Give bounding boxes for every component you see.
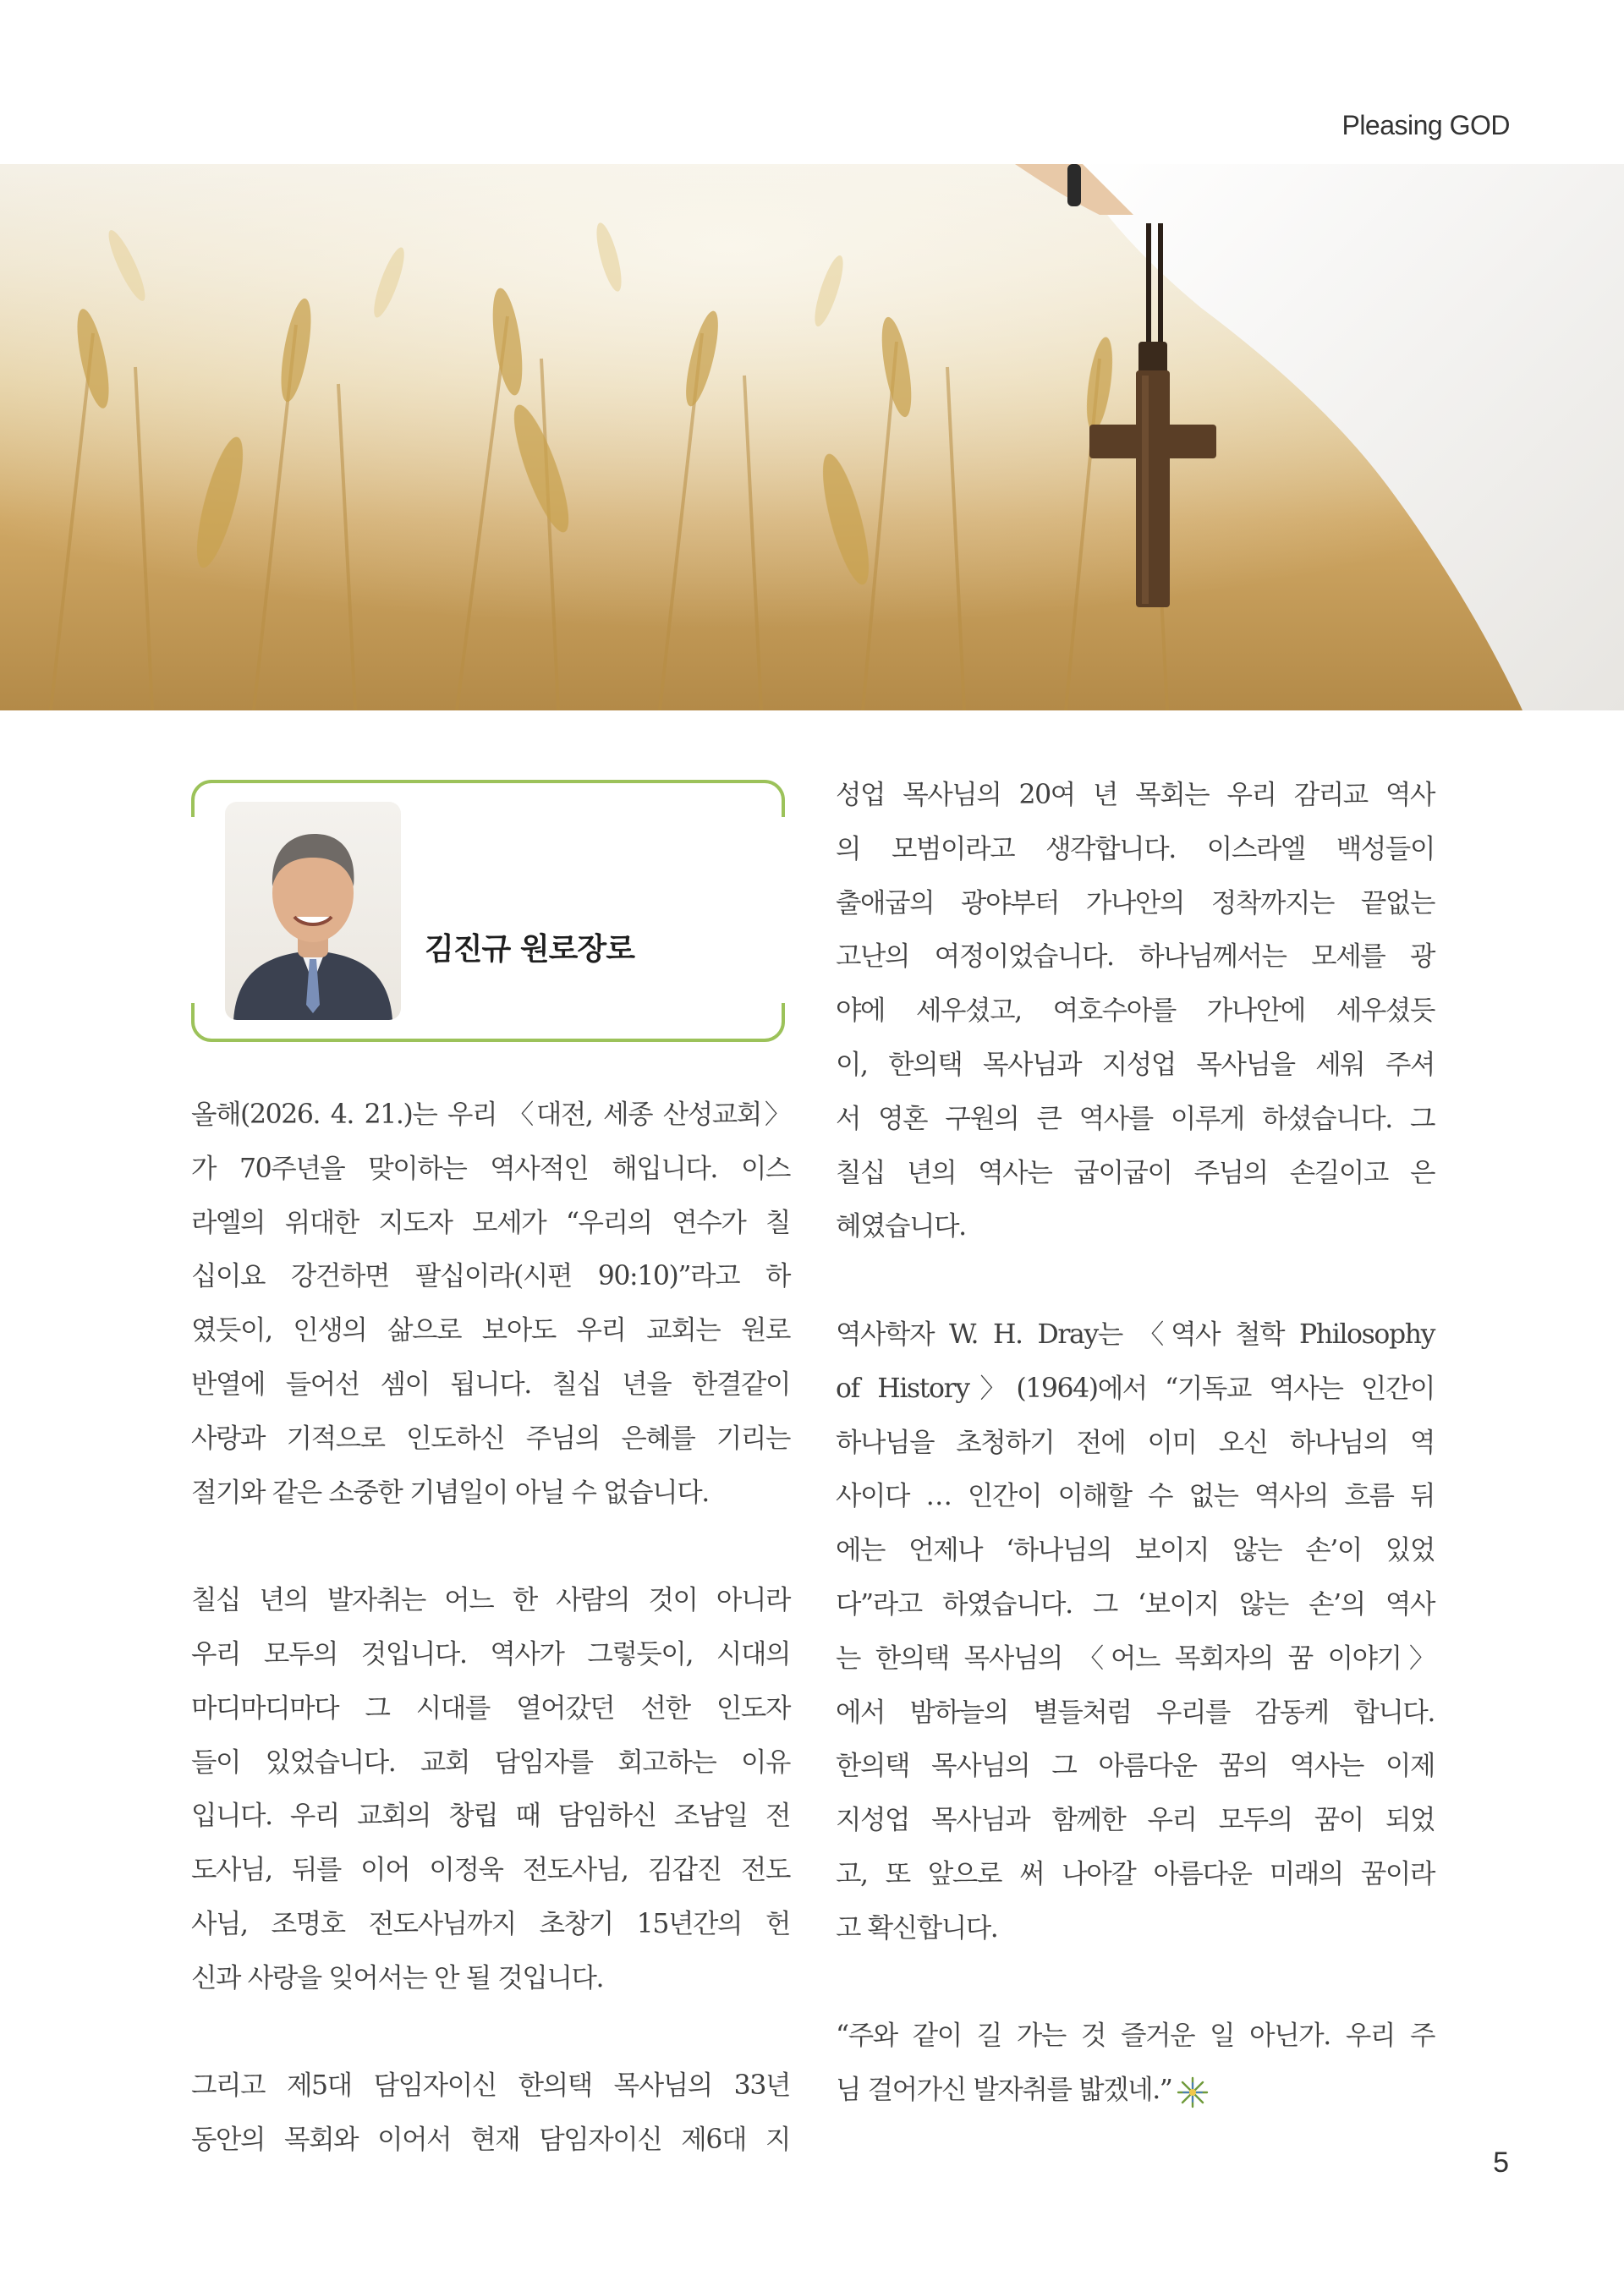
paragraph-line: 에서 밤하늘의 별들처럼 우리를 감동케 합니다.: [836, 1697, 1435, 1728]
paragraph-line: 절기와 같은 소중한 기념일이 아닐 수 없습니다.: [191, 1477, 709, 1508]
paragraph-line: 는 한의택 목사님의 〈어느 목회자의 꿈 이야기〉: [836, 1642, 1435, 1674]
paragraph-line: of History〉(1964)에서 “기독교 역사는 인간이: [836, 1373, 1435, 1404]
paragraph-line: 올해(2026. 4. 21.)는 우리 〈대전, 세종 산성교회〉: [191, 1099, 790, 1130]
paragraph-line: 신과 사랑을 잊어서는 안 될 것입니다.: [191, 1962, 604, 1993]
paragraph-line: 다”라고 하였습니다. 그 ‘보이지 않는 손’의 역사: [836, 1588, 1435, 1620]
paragraph-line: 우리 모두의 것입니다. 역사가 그렇듯이, 시대의: [191, 1638, 790, 1670]
author-photo: [225, 802, 401, 1020]
author-name: 김진규 원로장로: [425, 932, 634, 967]
paragraph-line: 고난의 여정이었습니다. 하나님께서는 모세를 광: [836, 941, 1435, 973]
paragraph-line: 칠십 년의 발자취는 어느 한 사람의 것이 아니라: [191, 1585, 790, 1616]
paragraph-line: 반열에 들어선 셈이 됩니다. 칠십 년을 한결같이: [191, 1368, 790, 1400]
running-title: Pleasing GOD: [1341, 110, 1510, 140]
author-box: [191, 780, 785, 1042]
paragraph-line: 동안의 목회와 이어서 현재 담임자이신 제6대 지: [191, 2125, 790, 2156]
paragraph-line: 였듯이, 인생의 삶으로 보아도 우리 교회는 원로: [191, 1315, 790, 1346]
right-column: [836, 769, 1435, 2118]
paragraph-line: 사랑과 기적으로 인도하신 주님의 은혜를 기리는: [191, 1423, 790, 1454]
paragraph-line: 한의택 목사님의 그 아름다운 꿈의 역사는 이제: [836, 1751, 1435, 1782]
paragraph-line: 라엘의 위대한 지도자 모세가 “우리의 연수가 칠: [191, 1207, 790, 1238]
paragraph-line: 사이다 … 인간이 이해할 수 없는 역사의 흐름 뒤: [836, 1481, 1435, 1512]
paragraph-line: 이, 한의택 목사님과 지성업 목사님을 세워 주셔: [836, 1049, 1435, 1080]
paragraph-line: 입니다. 우리 교회의 창립 때 담임하신 조남일 전: [191, 1801, 790, 1832]
author-portrait: [225, 802, 401, 1020]
hero-image: [0, 164, 1624, 710]
paragraph-line: 들이 있었습니다. 교회 담임자를 회고하는 이유: [191, 1746, 790, 1778]
page-number: 5: [1493, 2147, 1509, 2179]
paragraph-line: 지성업 목사님과 함께한 우리 모두의 꿈이 되었: [836, 1805, 1435, 1836]
paragraph-line: 십이요 강건하면 팔십이라(시편 90:10)”라고 하: [191, 1261, 790, 1292]
paragraph-line: 그리고 제5대 담임자이신 한의택 목사님의 33년: [191, 2070, 790, 2102]
paragraph-line: 칠십 년의 역사는 굽이굽이 주님의 손길이고 은: [836, 1157, 1435, 1188]
paragraph-line: 마디마디마다 그 시대를 열어갔던 선한 인도자: [191, 1692, 790, 1724]
paragraph-line: 고, 또 앞으로 써 나아갈 아름다운 미래의 꿈이라: [836, 1858, 1435, 1889]
closing-quote: 님 걸어가신 발자취를 밟겠네.”: [836, 2075, 1172, 2106]
paragraph-line: “주와 같이 길 가는 것 즐거운 일 아닌가. 우리 주: [836, 2021, 1435, 2052]
paragraph-line: 혜였습니다.: [836, 1211, 966, 1242]
left-column: [191, 1088, 790, 2168]
paragraph-line: 야에 세우셨고, 여호수아를 가나안에 세우셨듯: [836, 995, 1435, 1027]
paragraph-line: 에는 언제나 ‘하나님의 보이지 않는 손’이 있었: [836, 1535, 1435, 1566]
paragraph-line: 사님, 조명호 전도사님까지 초창기 15년간의 헌: [191, 1908, 790, 1939]
paragraph-line: 출애굽의 광야부터 가나안의 정착까지는 끝없는: [836, 887, 1435, 918]
paragraph-line: 고 확신합니다.: [836, 1912, 998, 1944]
paragraph-line: 성업 목사님의 20여 년 목회는 우리 감리교 역사: [836, 780, 1435, 810]
end-ornament-icon: [1176, 2075, 1210, 2108]
paragraph-line: 가 70주년을 맞이하는 역사적인 해입니다. 이스: [191, 1153, 790, 1184]
wheat-field-illustration: [0, 164, 1624, 710]
paragraph-line: 서 영혼 구원의 큰 역사를 이루게 하셨습니다. 그: [836, 1103, 1435, 1134]
paragraph-line: 도사님, 뒤를 이어 이정욱 전도사님, 김갑진 전도: [191, 1855, 790, 1886]
paragraph-line: 하나님을 초청하기 전에 이미 오신 하나님의 역: [836, 1427, 1435, 1458]
paragraph-line: 역사학자 W. H. Dray는 〈역사 철학 Philosophy: [836, 1319, 1435, 1350]
paragraph-line-final: [836, 2064, 1435, 2118]
paragraph-line: 의 모범이라고 생각합니다. 이스라엘 백성들이: [836, 833, 1435, 864]
